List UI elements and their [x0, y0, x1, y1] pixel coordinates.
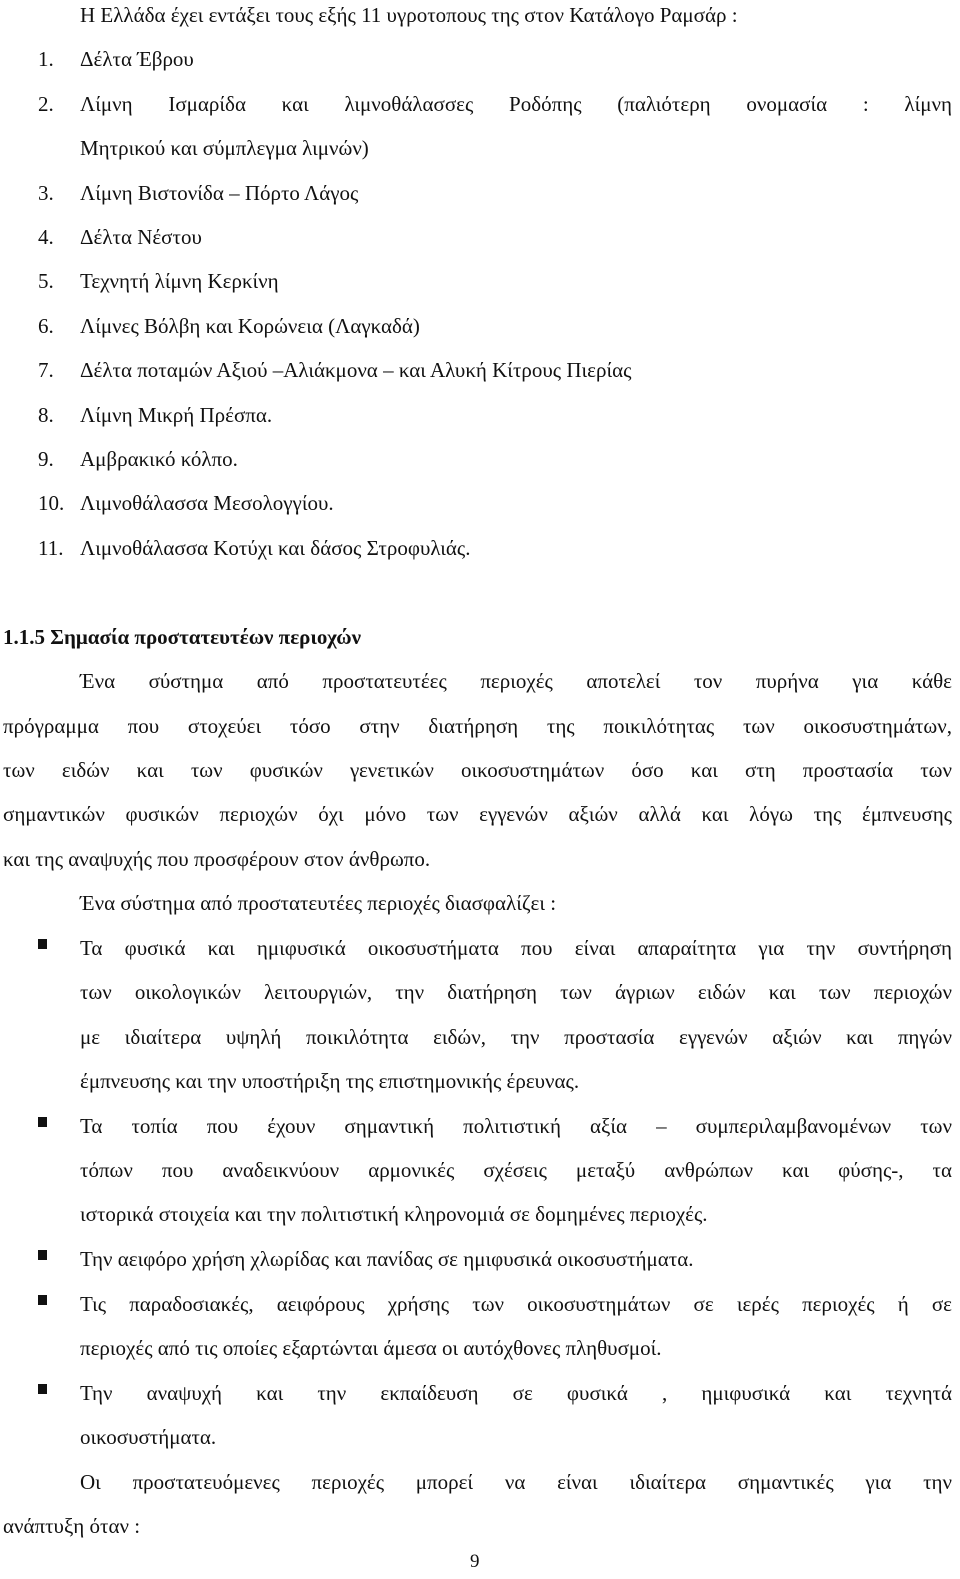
bullet-line: Τα φυσικά και ημιφυσικά οικοσυστήματα που είναι απαραίτητα για την συντήρηση [80, 936, 952, 960]
paragraph-line: Ένα σύστημα από προστατευτέες περιοχές αποτελεί τον πυρήνα για κάθε [80, 669, 952, 693]
list-number: 4. [38, 225, 54, 249]
paragraph-line: των ειδών και των φυσικών γενετικών οικοσυστημάτων όσο και στη προστασία των [3, 758, 952, 782]
list-text: Αμβρακικό κόλπο. [80, 447, 238, 471]
list-number: 1. [38, 47, 54, 71]
list-number: 2. [38, 92, 54, 116]
list-number: 10. [38, 491, 65, 515]
square-bullet-icon [38, 1384, 47, 1394]
list-text: Δέλτα Έβρου [80, 47, 194, 71]
list-number: 11. [38, 536, 64, 560]
list-text: Λίμνη Βιστονίδα – Πόρτο Λάγος [80, 181, 359, 205]
paragraph-intro: Ένα σύστημα από προστατευτέες περιοχές διασφαλίζει : [80, 891, 557, 915]
list-text: Μητρικού και σύμπλεγμα λιμνών) [80, 136, 369, 160]
list-number: 8. [38, 403, 54, 427]
square-bullet-icon [38, 1250, 47, 1260]
bullet-line: των οικολογικών λειτουργιών, την διατήρηση των άγριων ειδών και των περιοχών [80, 980, 952, 1004]
list-number: 6. [38, 314, 54, 338]
bullet-line: Τα τοπία που έχουν σημαντική πολιτιστική αξία – συμπεριλαμβανομένων των [80, 1114, 952, 1138]
bullet-line: περιοχές από τις οποίες εξαρτώνται άμεσα οι αυτόχθονες πληθυσμοί. [80, 1336, 662, 1360]
list-text: Λίμνες Βόλβη και Κορώνεια (Λαγκαδά) [80, 314, 420, 338]
section-heading: 1.1.5 Σημασία προστατευτέων περιοχών [3, 625, 361, 649]
bullet-line: Τις παραδοσιακές, αειφόρους χρήσης των οικοσυστημάτων σε ιερές περιοχές ή σε [80, 1292, 952, 1316]
list-text: Λίμνη Μικρή Πρέσπα. [80, 403, 273, 427]
list-text: Τεχνητή λίμνη Κερκίνη [80, 269, 279, 293]
list-text: Δέλτα ποταμών Αξιού –Αλιάκμονα – και Αλυκή Κίτρους Πιερίας [80, 358, 632, 382]
paragraph-line: ανάπτυξη όταν : [3, 1514, 141, 1538]
square-bullet-icon [38, 939, 47, 949]
bullet-line: έμπνευσης και την υποστήριξη της επιστημονικής έρευνας. [80, 1069, 580, 1093]
list-number: 7. [38, 358, 54, 382]
paragraph-line: Οι προστατευόμενες περιοχές μπορεί να είναι ιδιαίτερα σημαντικές για την [80, 1470, 952, 1494]
bullet-line: τόπων που αναδεικνύουν αρμονικές σχέσεις μεταξύ ανθρώπων και φύσης-, τα [80, 1158, 952, 1182]
square-bullet-icon [38, 1295, 47, 1305]
bullet-line: οικοσυστήματα. [80, 1425, 217, 1449]
list-number: 9. [38, 447, 54, 471]
page-number: 9 [470, 1551, 480, 1572]
bullet-line: Την αειφόρο χρήση χλωρίδας και πανίδας σε ημιφυσικά οικοσυστήματα. [80, 1247, 694, 1271]
list-text: Λιμνοθάλασσα Κοτύχι και δάσος Στροφυλιάς. [80, 536, 471, 560]
square-bullet-icon [38, 1117, 47, 1127]
paragraph-line: πρόγραμμα που στοχεύει τόσο στην διατήρηση της ποικιλότητας των οικοσυστημάτων, [3, 714, 952, 738]
list-text: Λιμνοθάλασσα Μεσολογγίου. [80, 491, 334, 515]
bullet-line: με ιδιαίτερα υψηλή ποικιλότητα ειδών, την προστασία εγγενών αξιών και πηγών [80, 1025, 952, 1049]
paragraph-line: και της αναψυχής που προσφέρουν στον άνθρωπο. [3, 847, 431, 871]
list-text: Δέλτα Νέστου [80, 225, 202, 249]
intro-text: Η Ελλάδα έχει εντάξει τους εξής 11 υγροτοπους της στον Κατάλογο Ραμσάρ : [80, 3, 738, 27]
bullet-line: ιστορικά στοιχεία και την πολιτιστική κληρονομιά σε δομημένες περιοχές. [80, 1202, 708, 1226]
list-text: Λίμνη Ισμαρίδα και λιμνοθάλασσες Ροδόπης (παλιότερη ονομασία : λίμνη [80, 92, 952, 116]
list-number: 5. [38, 269, 54, 293]
paragraph-line: σημαντικών φυσικών περιοχών όχι μόνο των εγγενών αξιών αλλά και λόγω της έμπνευσης [3, 802, 952, 826]
bullet-line: Την αναψυχή και την εκπαίδευση σε φυσικά , ημιφυσικά και τεχνητά [80, 1381, 952, 1405]
list-number: 3. [38, 181, 54, 205]
